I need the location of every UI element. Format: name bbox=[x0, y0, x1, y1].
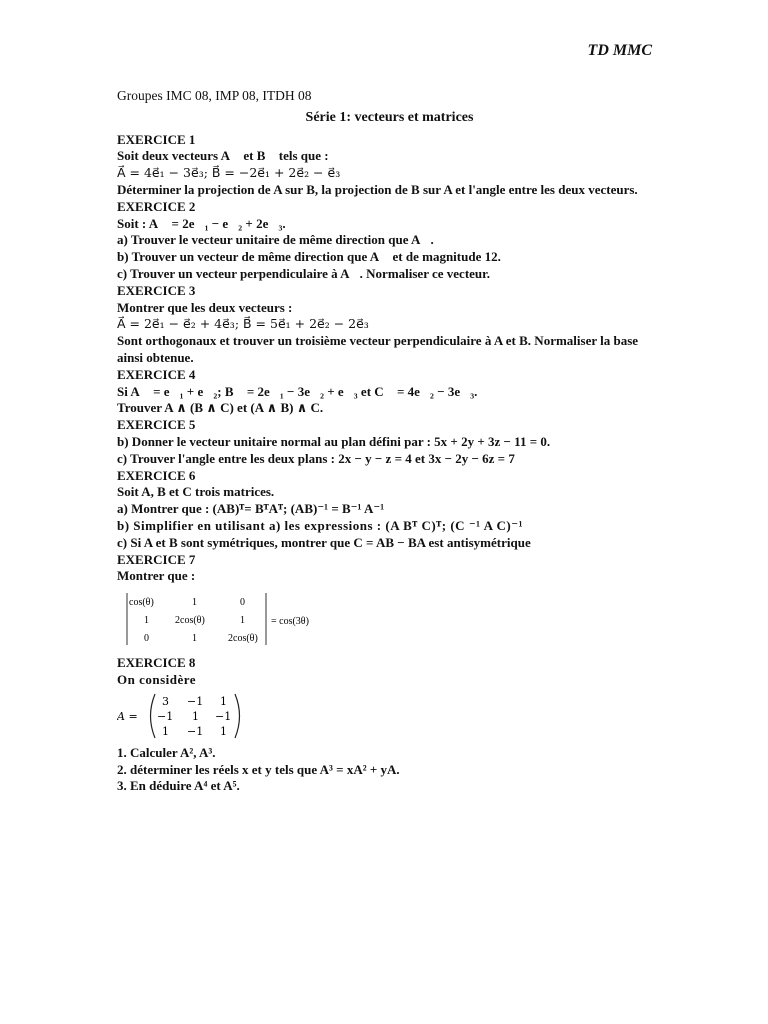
exercise-line: 3. En déduire A⁴ et A⁵. bbox=[117, 778, 240, 794]
matrix-paren-left bbox=[151, 694, 156, 738]
groups-line: Groupes IMC 08, IMP 08, ITDH 08 bbox=[117, 88, 312, 103]
exercise-6 bbox=[117, 468, 662, 552]
determinant-figure bbox=[119, 591, 662, 647]
det-cell: 1 bbox=[192, 597, 197, 609]
det-cell: cos(θ) bbox=[129, 597, 154, 609]
exercise-title: EXERCICE 5 bbox=[117, 417, 196, 433]
det-cell: 2cos(θ) bbox=[175, 615, 205, 627]
exercise-title: EXERCICE 1 bbox=[117, 131, 196, 147]
exercise-title: EXERCICE 8 bbox=[117, 655, 196, 671]
det-cell: 2cos(θ) bbox=[228, 633, 258, 645]
exercise-line: c) Trouver un vecteur perpendiculaire à A⃗. Normaliser ce vecteur. bbox=[117, 265, 490, 281]
series-title: Série 1: vecteurs et matrices bbox=[305, 109, 474, 125]
det-result: = cos(3θ) bbox=[271, 616, 309, 628]
exercise-line: Montrer que : bbox=[117, 568, 196, 584]
exercise-8 bbox=[117, 655, 662, 795]
exercise-equation: A⃗ = 4e⃗₁ − 3e⃗₃; B⃗ = −2e⃗₁ + 2e⃗₂ − e⃗₃ bbox=[117, 165, 341, 181]
exercise-equation: Soit : A⃗ = 2e⃗₁ − e⃗₂ + 2e⃗₃. bbox=[117, 215, 286, 231]
matrix-cell: 1 bbox=[220, 694, 227, 708]
exercise-line: c) Si A et B sont symétriques, montrer que C = AB − BA est antisymétrique bbox=[117, 534, 531, 550]
matrix-cell: 3 bbox=[162, 694, 169, 708]
matrix-figure bbox=[117, 691, 662, 741]
exercise-title: EXERCICE 2 bbox=[117, 198, 196, 214]
exercise-line: c) Trouver l'angle entre les deux plans : 2x − y − z = 4 et 3x − 2y − 6z = 7 bbox=[117, 450, 515, 466]
matrix-cell: −1 bbox=[187, 694, 204, 708]
exercise-line: Montrer que les deux vecteurs : bbox=[117, 299, 293, 315]
exercise-title: EXERCICE 6 bbox=[117, 467, 196, 483]
exercise-line: Soit deux vecteurs A⃗ et B⃗ tels que : bbox=[117, 148, 329, 164]
exercise-7 bbox=[117, 552, 662, 648]
det-cell: 1 bbox=[240, 615, 245, 627]
exercise-line: b) Simplifier en utilisant a) les expressions : (A Bᵀ C)ᵀ; (C ⁻¹ A C)⁻¹ bbox=[117, 517, 524, 533]
det-cell: 1 bbox=[144, 615, 149, 627]
matrix-cell: −1 bbox=[215, 709, 232, 723]
exercise-equation: A⃗ = 2e⃗₁ − e⃗₂ + 4e⃗₃; B⃗ = 5e⃗₁ + 2e⃗₂ − 2e⃗₃ bbox=[117, 316, 369, 332]
matrix-paren-right bbox=[235, 694, 240, 738]
document-body bbox=[117, 88, 662, 795]
exercise-line: 2. déterminer les réels x et y tels que A³ = xA² + yA. bbox=[117, 761, 400, 777]
exercise-3 bbox=[117, 283, 662, 367]
exercise-line: b) Trouver un vecteur de même direction que A⃗ et de magnitude 12. bbox=[117, 249, 501, 265]
matrix-cell: 1 bbox=[220, 724, 227, 738]
det-cell: 0 bbox=[240, 597, 245, 609]
exercise-title: EXERCICE 7 bbox=[117, 551, 196, 567]
matrix-cell: 1 bbox=[192, 709, 199, 723]
matrix-name: A = bbox=[117, 709, 138, 723]
exercise-equation: Si A⃗ = e⃗₁ + e⃗₂; B⃗ = 2e⃗₁ − 3e⃗₂ + e⃗₃ et C⃗ = 4e⃗₂ − 3e⃗₃. bbox=[117, 383, 478, 399]
exercise-line: Sont orthogonaux et trouver un troisième vecteur perpendiculaire à A et B. Normaliser la base ainsi obtenue. bbox=[117, 333, 639, 365]
exercise-line: b) Donner le vecteur unitaire normal au plan défini par : 5x + 2y + 3z − 11 = 0. bbox=[117, 433, 551, 449]
det-cell: 0 bbox=[144, 633, 149, 645]
exercise-2 bbox=[117, 199, 662, 283]
exercise-4 bbox=[117, 367, 662, 417]
matrix-cell: −1 bbox=[187, 724, 204, 738]
exercise-line: Soit A, B et C trois matrices. bbox=[117, 484, 275, 500]
exercise-1 bbox=[117, 132, 662, 199]
matrix-cell: 1 bbox=[162, 724, 169, 738]
exercise-line: a) Montrer que : (AB)ᵀ= BᵀAᵀ; (AB)⁻¹ = B⁻¹ A⁻¹ bbox=[117, 501, 385, 517]
exercise-line: Trouver A ∧ (B ∧ C) et (A ∧ B) ∧ C. bbox=[117, 400, 324, 416]
exercise-line: a) Trouver le vecteur unitaire de même direction que A⃗. bbox=[117, 232, 434, 248]
exercise-5 bbox=[117, 417, 662, 467]
doc-header-title: TD MMC bbox=[587, 42, 652, 59]
det-cell: 1 bbox=[192, 633, 197, 645]
exercise-title: EXERCICE 3 bbox=[117, 282, 196, 298]
exercise-title: EXERCICE 4 bbox=[117, 366, 196, 382]
exercise-line: Déterminer la projection de A sur B, la projection de B sur A et l'angle entre les deux vecteurs. bbox=[117, 181, 638, 197]
matrix-cell: −1 bbox=[157, 709, 174, 723]
exercise-line: 1. Calculer A², A³. bbox=[117, 744, 216, 760]
exercise-line: On considère bbox=[117, 671, 197, 687]
